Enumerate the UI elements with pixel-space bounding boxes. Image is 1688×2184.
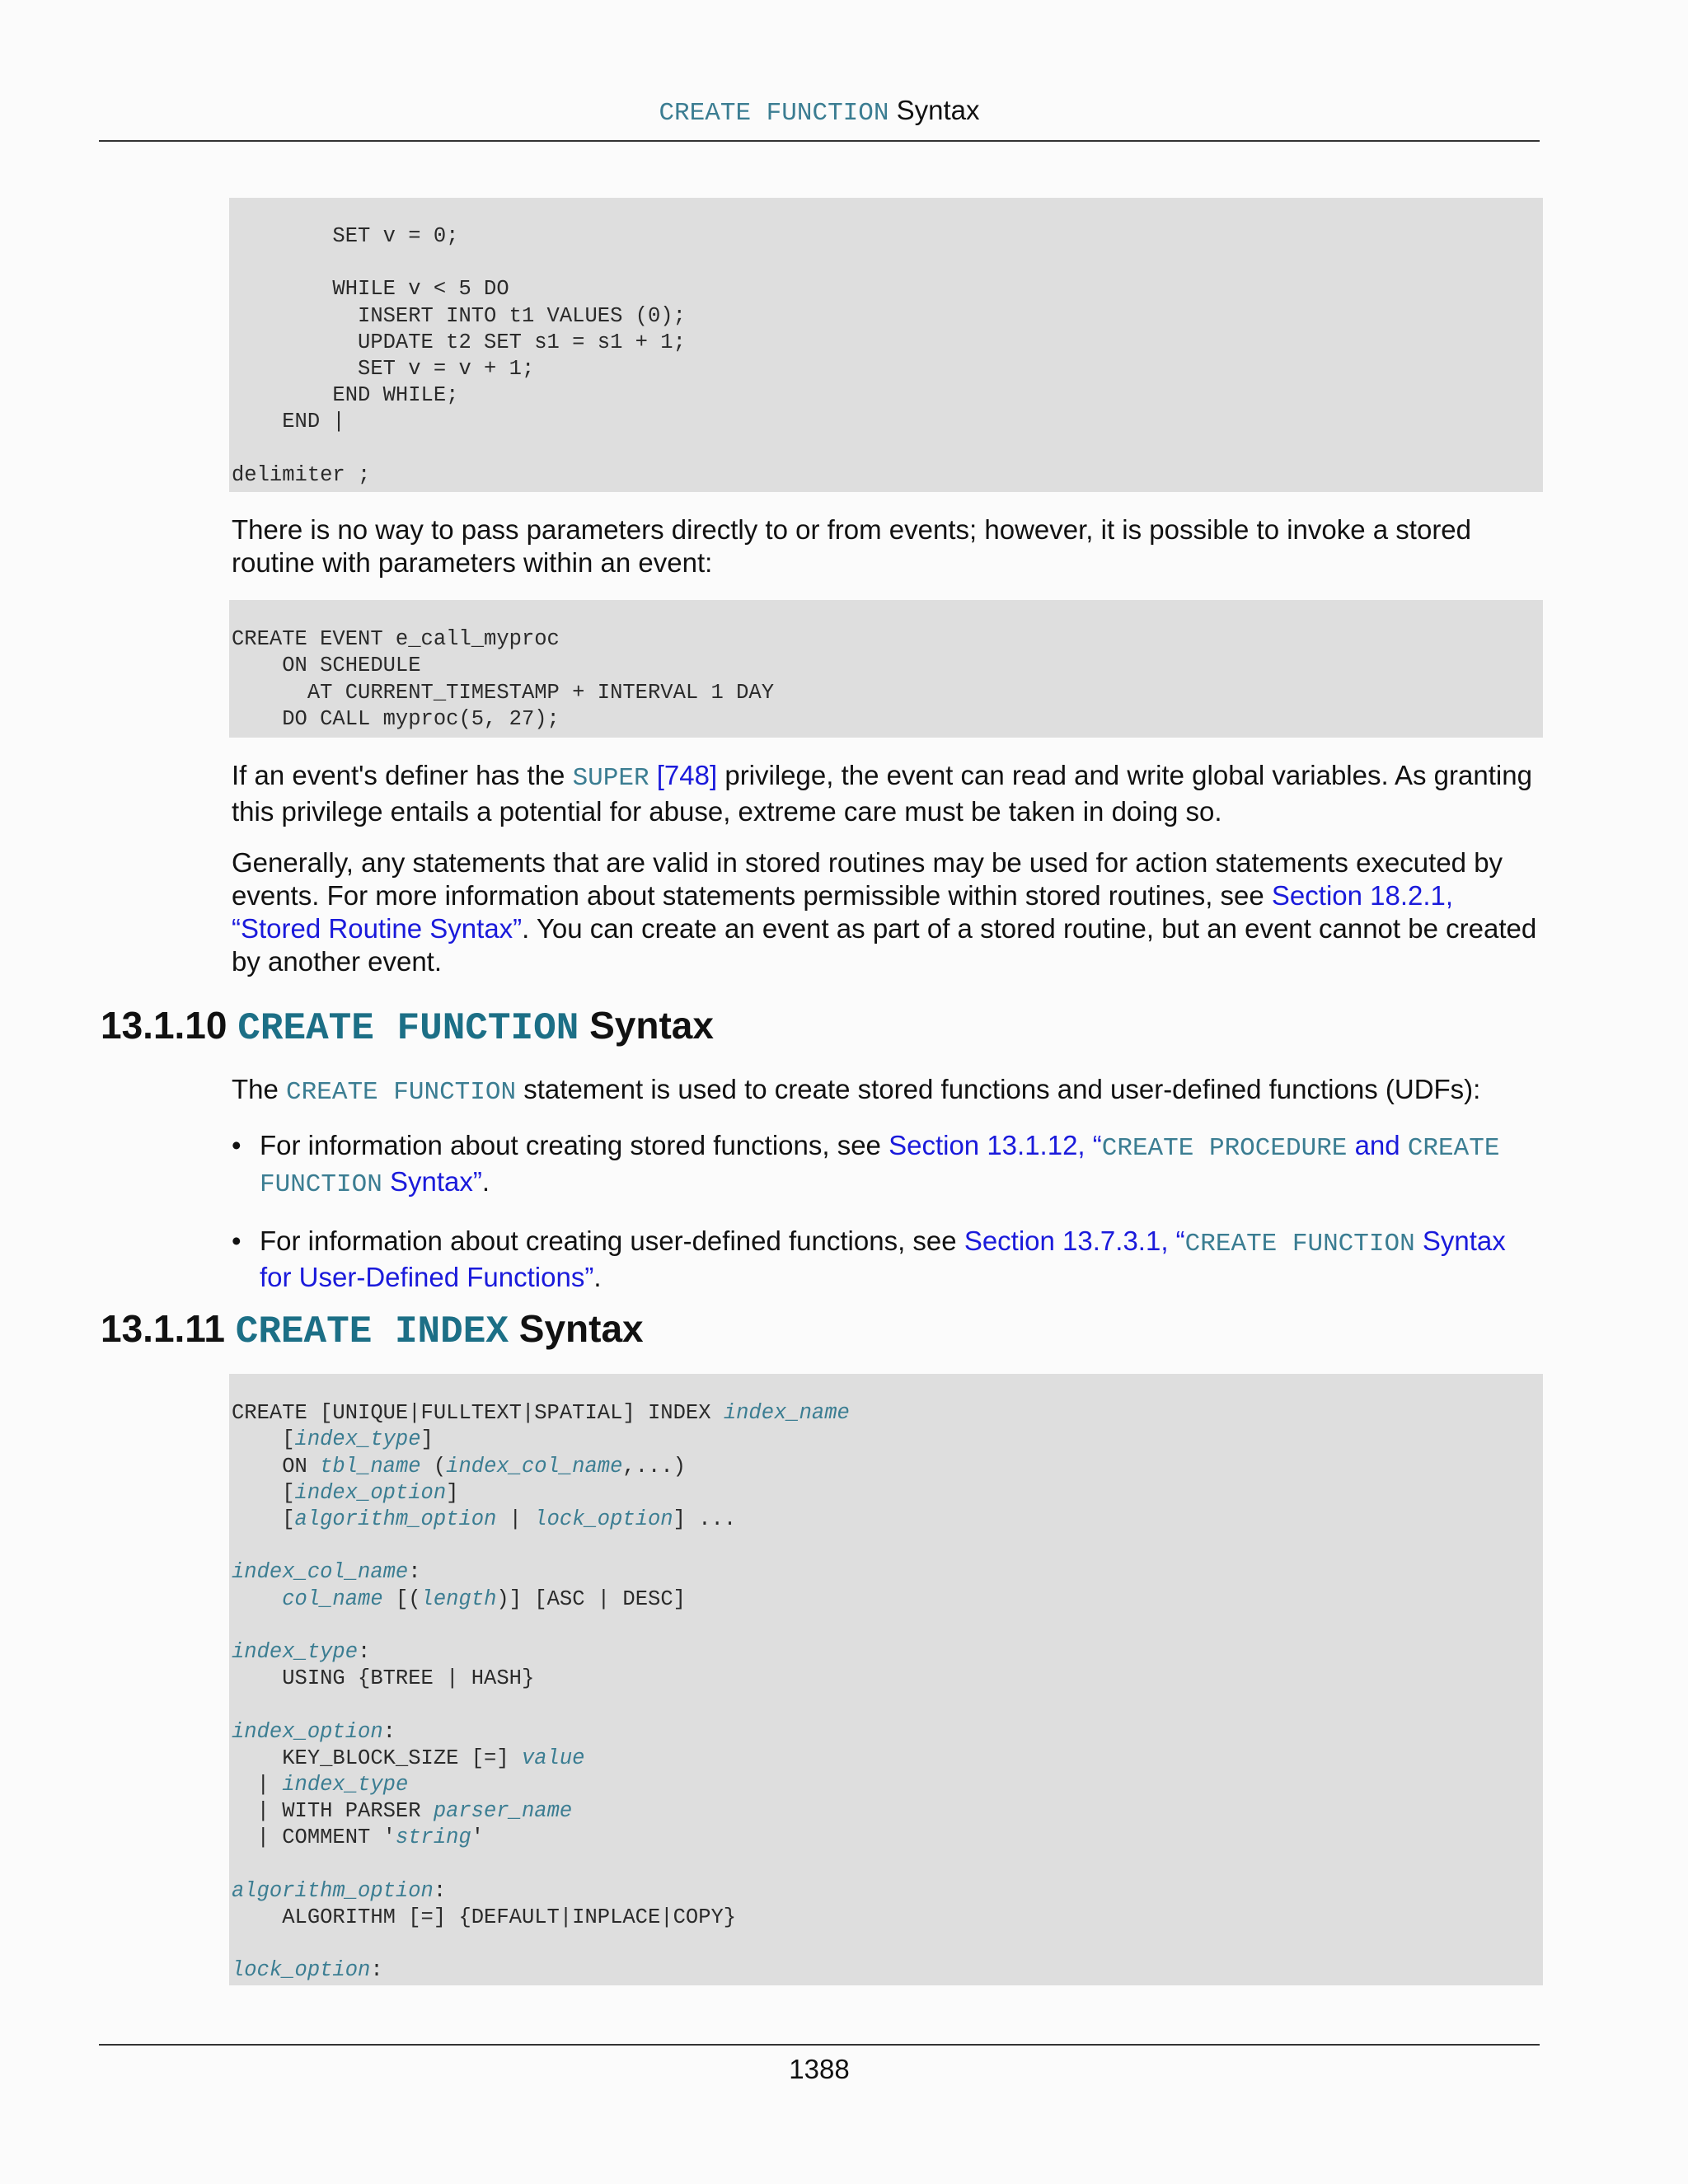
- list-item: • For information about creating stored functions, see Section 13.1.12, “CREATE PROCEDURE and CREATE FUNCTION Syntax”.: [232, 1130, 1500, 1199]
- page-footer: [99, 2044, 1540, 2085]
- paragraph-create-function-intro: The CREATE FUNCTION statement is used to create stored functions and user-defined functions (UDFs):: [232, 1074, 1481, 1107]
- create-procedure-link[interactable]: Section 13.1.12, “CREATE PROCEDURE and CREATE FUNCTION Syntax”: [260, 1130, 1500, 1199]
- bullet-list: [232, 1129, 1542, 1317]
- paragraph-statements: Generally, any statements that are valid in stored routines may be used for action statements executed by events. For more information about statements permissible within stored routines, see Section 18.2.1, “Stored Routine Syntax”. You can create an event as part of a stored routine, but an event cannot be created by another event.: [232, 847, 1537, 977]
- section-heading-create-index: 13.1.11 CREATE INDEX Syntax: [101, 1307, 644, 1353]
- code-block-call-event: CREATE EVENT e_call_myproc ON SCHEDULE AT CURRENT_TIMESTAMP + INTERVAL 1 DAY DO CALL myproc(5, 27);: [229, 600, 1543, 738]
- header-code: CREATE FUNCTION: [659, 99, 889, 128]
- running-header: [99, 92, 1540, 142]
- section-heading-create-function: 13.1.10 CREATE FUNCTION Syntax: [101, 1004, 714, 1050]
- list-item: • For information about creating user-defined functions, see Section 13.7.3.1, “CREATE FUNCTION Syntax for User-Defined Functions”.: [232, 1226, 1506, 1292]
- page-number: 1388: [789, 2054, 850, 2084]
- super-privilege-link[interactable]: [748]: [649, 760, 718, 790]
- header-text: Syntax: [889, 95, 980, 125]
- bullet-icon: •: [232, 1226, 241, 1256]
- bullet-icon: •: [232, 1130, 241, 1160]
- paragraph-definer: If an event's definer has the SUPER [748] privilege, the event can read and write global variables. As granting this privilege entails a potential for abuse, extreme care must be taken in doing so.: [232, 760, 1532, 827]
- code-block-create-index-syntax: CREATE [UNIQUE|FULLTEXT|SPATIAL] INDEX index_name [index_type] ON tbl_name (index_col_name,...) [index_option] [algorithm_option | lock_option] ... index_col_name: col_name [(length)] [ASC | DESC] index_type: USING {BTREE | HASH} index_option: KEY_BLOCK_SIZE [=] value | index_type | WITH PARSER parser_name | COMMENT 'string' algorithm_option: ALGORITHM [=] {DEFAULT|INPLACE|COPY} lock_option:: [229, 1374, 1543, 1985]
- udf-syntax-link[interactable]: Section 13.7.3.1, “CREATE FUNCTION Syntax for User-Defined Functions”: [260, 1226, 1506, 1292]
- super-privilege-code[interactable]: SUPER: [572, 764, 649, 793]
- stored-routine-syntax-link[interactable]: Section 18.2.1, “Stored Routine Syntax”: [232, 880, 1454, 944]
- create-function-code[interactable]: CREATE FUNCTION: [286, 1078, 517, 1107]
- paragraph-parameters: There is no way to pass parameters directly to or from events; however, it is possible to invoke a stored routine with parameters within an event:: [232, 514, 1472, 578]
- code-block-event-body: SET v = 0; WHILE v < 5 DO INSERT INTO t1 VALUES (0); UPDATE t2 SET s1 = s1 + 1; SET v = v + 1; END WHILE; END | delimiter ;: [229, 198, 1543, 492]
